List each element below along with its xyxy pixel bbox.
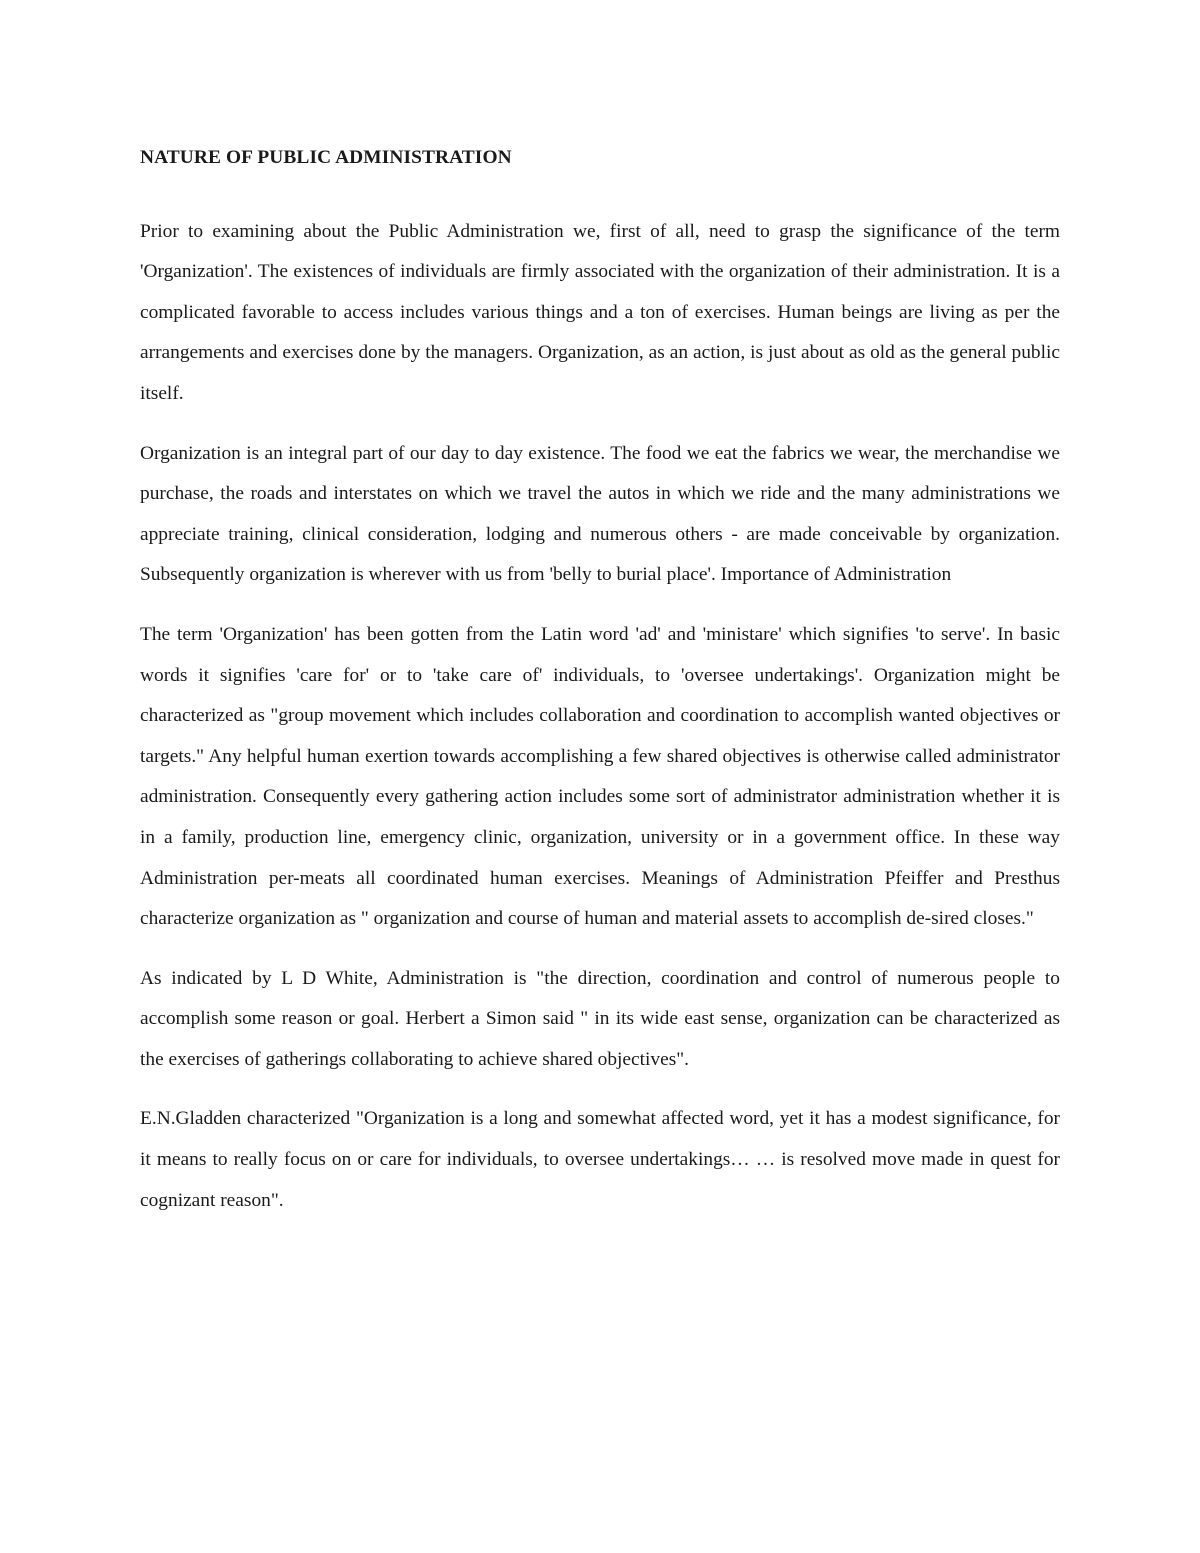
document-title: NATURE OF PUBLIC ADMINISTRATION — [140, 147, 512, 168]
paragraph-4: As indicated by L D White, Administration is "the direction, coordination and control of numerous people to accomplish some reason or goal. Herbert a Simon said " in its wide east sense, organization can be characterized as the exercises of gatherings collaborating to achieve shared objectives". — [140, 967, 1060, 1070]
document-body — [140, 138, 1060, 1240]
paragraph-2: Organization is an integral part of our day to day existence. The food we eat the fabrics we wear, the merchandise we purchase, the roads and interstates on which we travel the autos in which we ride and the many administrations we appreciate training, clinical consideration, lodging and numerous others - are made conceivable by organization. Subsequently organization is wherever with us from 'belly to burial place'. Importance of Administration — [140, 442, 1060, 586]
paragraph-1: Prior to examining about the Public Administration we, first of all, need to grasp the significance of the term 'Organization'. The existences of individuals are firmly associated with the organization of their administration. It is a complicated favorable to access includes various things and a ton of exercises. Human beings are living as per the arrangements and exercises done by the managers. Organization, as an action, is just about as old as the general public itself. — [140, 220, 1060, 404]
paragraph-5: E.N.Gladden characterized "Organization is a long and somewhat affected word, yet it has a modest significance, for it means to really focus on or care for individuals, to oversee undertakings… … is resolved move made in quest for cognizant reason". — [140, 1108, 1060, 1211]
paragraph-3: The term 'Organization' has been gotten from the Latin word 'ad' and 'ministare' which signifies 'to serve'. In basic words it signifies 'care for' or to 'take care of' individuals, to 'oversee undertakings'. Organization might be characterized as "group movement which includes collaboration and coordination to accomplish wanted objectives or targets." Any helpful human exertion towards accomplishing a few shared objectives is otherwise called administrator administration. Consequently every gathering action includes some sort of administrator administration whether it is in a family, production line, emergency clinic, organization, university or in a government office. In these way Administration per-meats all coordinated human exercises. Meanings of Administration Pfeiffer and Presthus characterize organization as " organization and course of human and material assets to accomplish de-sired closes." — [140, 623, 1060, 930]
